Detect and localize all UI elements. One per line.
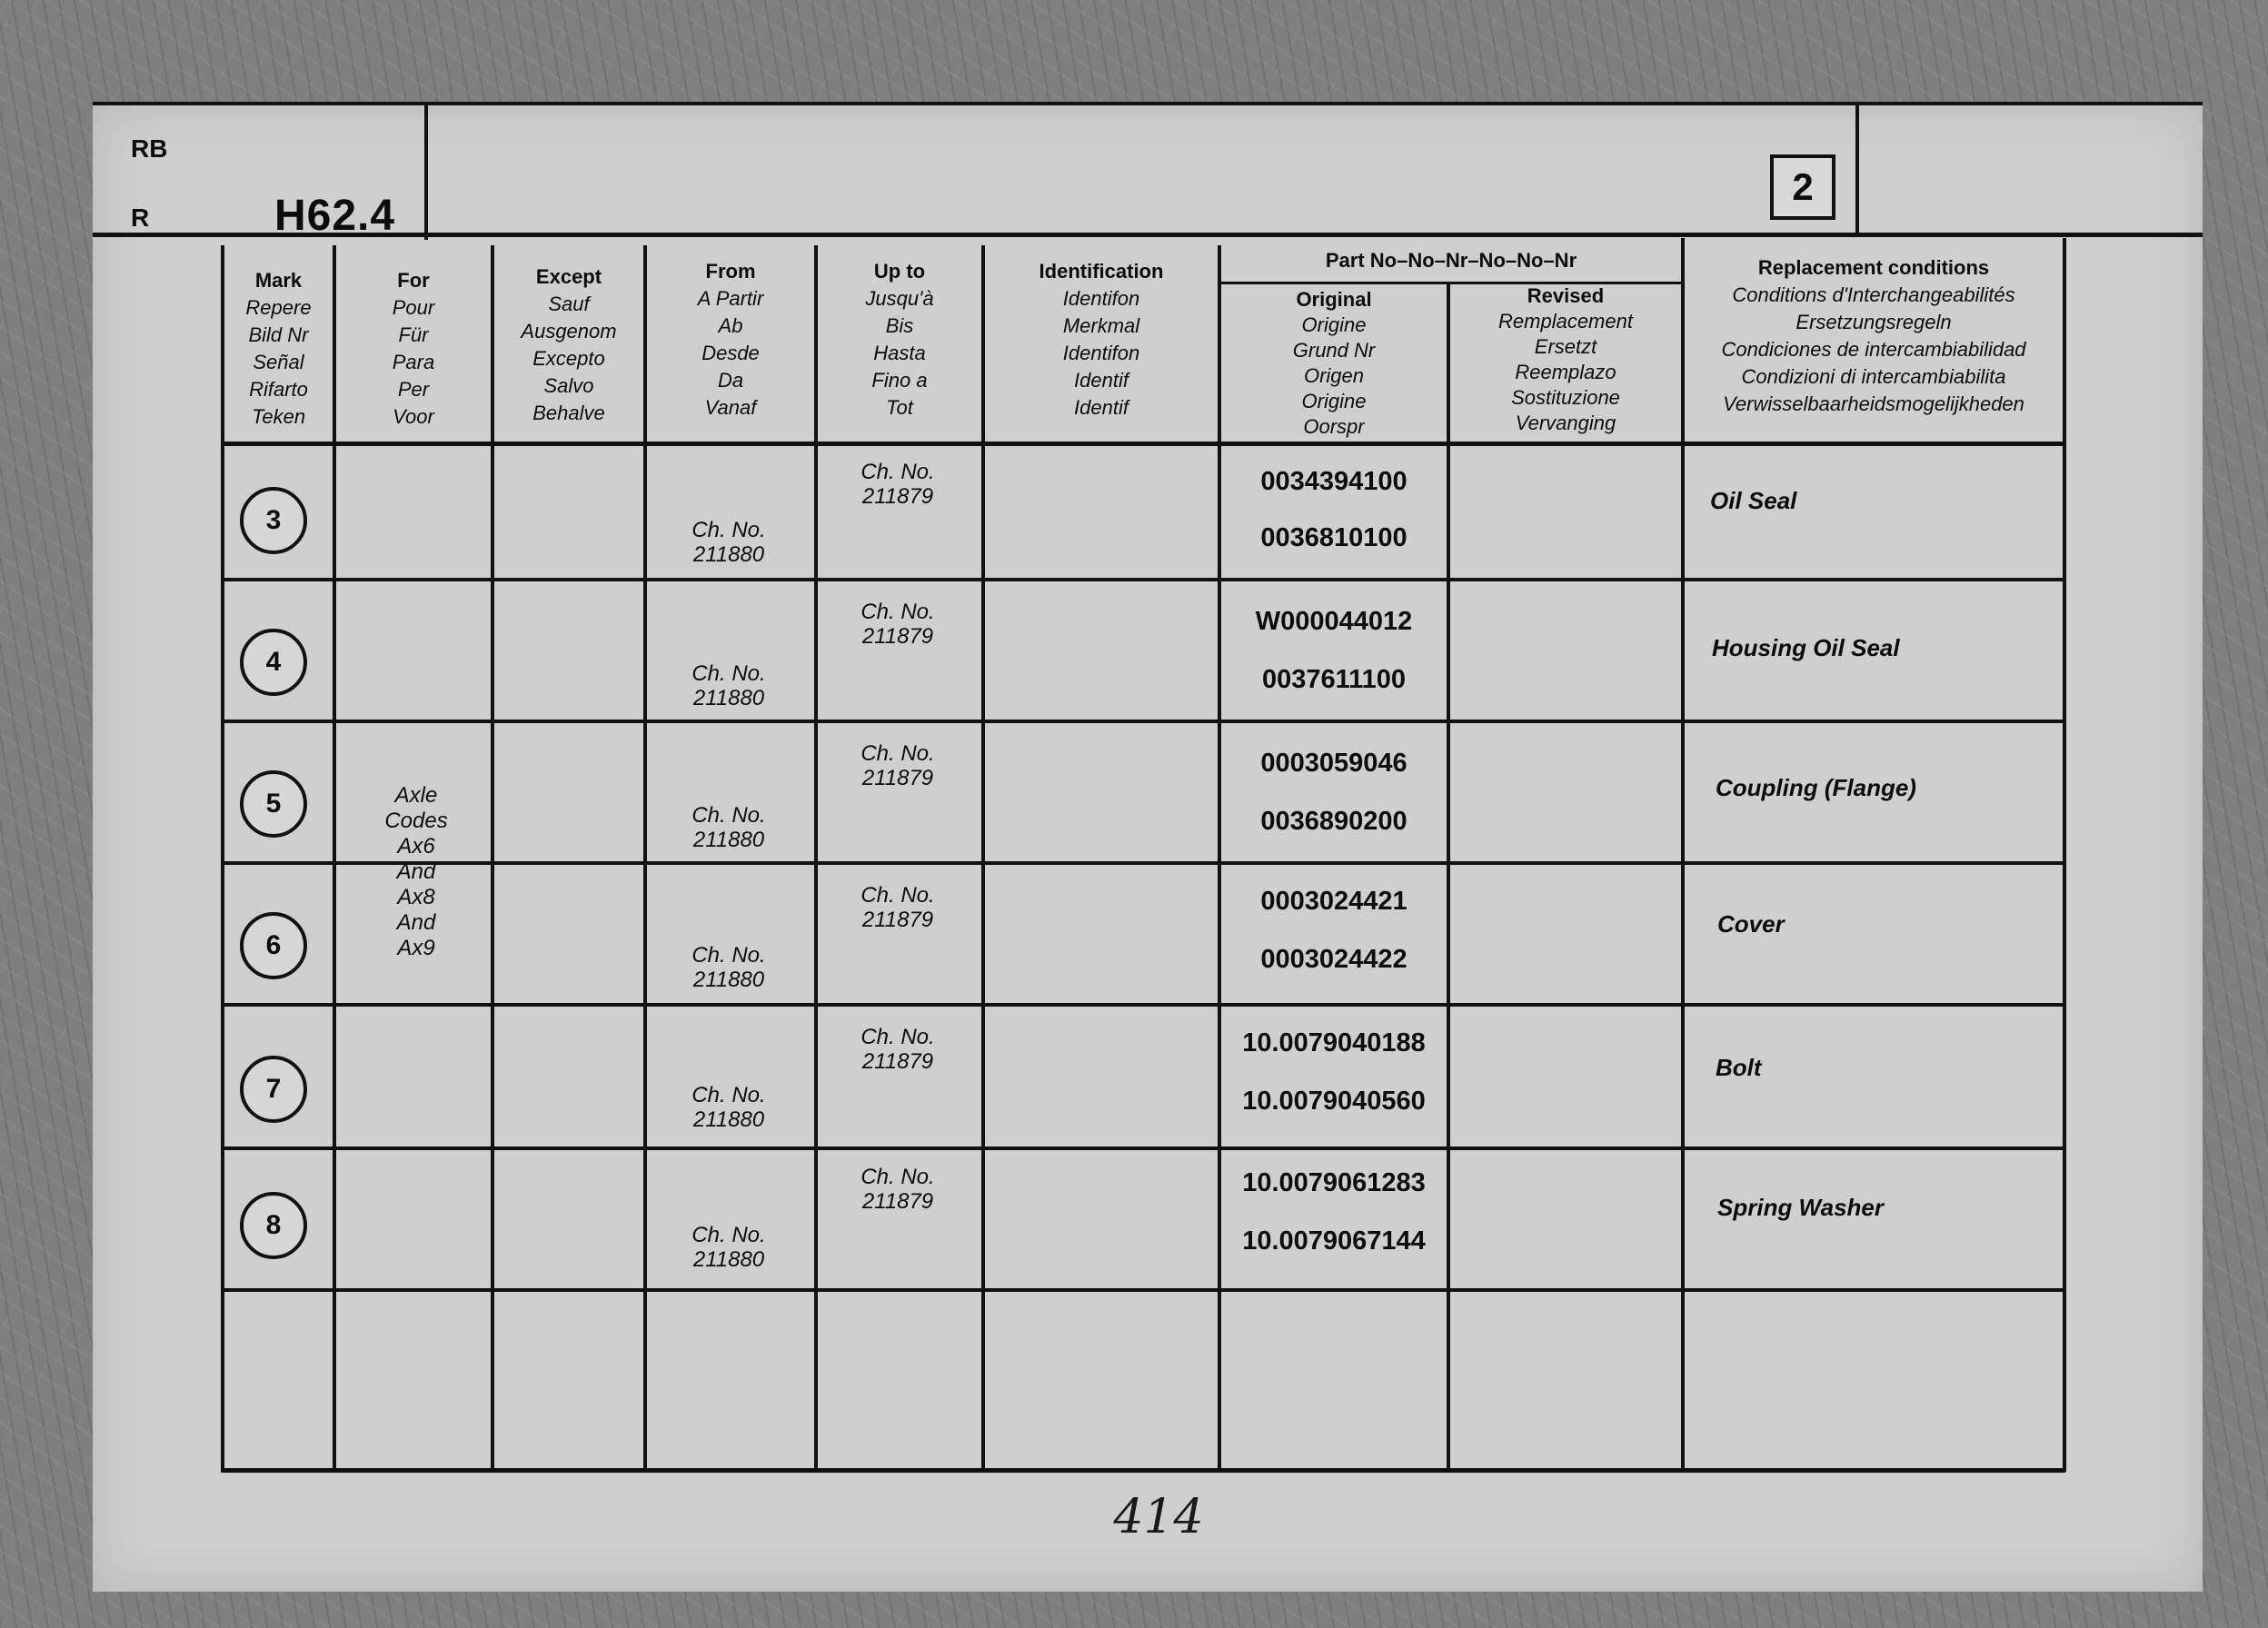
original-part-number: 0036810100 [1260,523,1408,552]
mark-badge: 3 [240,487,307,554]
replacement-condition: Oil Seal [1710,487,1797,514]
upto-label: Ch. No. [860,600,935,624]
header-except-de: Ausgenom [521,320,617,342]
row-rule-3 [221,861,2065,865]
header-from [647,258,814,422]
original-part-number: 0034394100 [1260,467,1408,496]
from-cell [661,1223,797,1272]
original-part-number: W000044012 [1255,607,1413,636]
from-label: Ch. No. [691,518,766,542]
original-part-number: 0037611100 [1261,665,1407,694]
upto-cell [830,741,966,790]
mark-badge: 7 [240,1056,307,1123]
header-ident-de: Merkmal [1062,314,1140,337]
header-original-es: Origen [1303,364,1365,387]
from-label: Ch. No. [691,661,766,686]
for-value-line: Ax8 [397,885,435,909]
r-label: R [131,204,150,232]
header-revised-es: Reemplazo [1515,361,1616,383]
header-mark-fr: Repere [245,296,312,319]
header-upto-nl: Tot [886,396,913,419]
header-revised-fr: Remplacement [1498,310,1633,333]
upto-label: Ch. No. [860,1165,935,1189]
title-bottom-rule [93,233,2203,237]
original-part-number: 0003059046 [1260,749,1408,778]
mark-badge: 6 [240,912,307,979]
replacement-condition: Cover [1717,910,1785,938]
header-for-nl: Voor [393,405,434,428]
header-from-fr: A Partir [697,287,764,310]
header-except-fr: Sauf [548,293,590,315]
section-code: H62.4 [274,192,396,240]
header-identification [985,258,1218,422]
header-except [494,263,643,427]
header-partno-group: Part No–No–Nr–No–No–Nr [1325,249,1577,272]
row-rule-1 [221,578,2065,581]
header-ident-es: Identifon [1062,342,1140,364]
from-cell [661,943,797,992]
header-original-nl: Oorspr [1303,415,1365,438]
for-value [362,783,471,961]
original-part-number: 10.0079040560 [1242,1087,1426,1116]
upto-value: 211879 [861,484,934,509]
for-value-line: Ax9 [397,936,435,960]
header-original-de: Grund Nr [1292,339,1376,362]
header-upto-en: Up to [873,260,926,283]
header-mark-en: Mark [254,269,303,292]
header-for [336,267,491,431]
header-upto [818,258,981,422]
header-ident-nl: Identif [1074,396,1129,419]
header-bottom-rule [221,442,2065,446]
header-original [1221,287,1447,440]
upto-label: Ch. No. [860,883,935,908]
upto-cell [830,1025,966,1074]
upto-label: Ch. No. [860,460,935,484]
page-number: 414 [1113,1490,1204,1544]
upto-label: Ch. No. [860,741,935,766]
upto-label: Ch. No. [860,1025,935,1049]
mark-badge: 4 [240,629,307,696]
from-value: 211880 [692,968,765,992]
for-value-line: Ax6 [397,834,435,859]
col-line-revised-right [1681,238,1685,1472]
header-revised [1450,283,1681,436]
from-cell [661,1083,797,1132]
header-except-it: Salvo [543,374,594,397]
from-value: 211880 [692,686,765,710]
from-cell [661,518,797,567]
from-label: Ch. No. [691,803,766,828]
header-mark-it: Rifarto [249,378,308,401]
header-upto-it: Fino a [871,369,928,392]
row-rule-6 [221,1288,2065,1292]
original-part-number: 10.0079061283 [1242,1168,1426,1197]
header-revised-de: Ersetzt [1534,335,1597,358]
header-from-it: Da [717,369,744,392]
header-except-nl: Behalve [532,402,605,424]
upto-cell [830,600,966,649]
header-for-fr: Pour [392,296,435,319]
header-from-es: Desde [701,342,760,364]
header-mark-es: Señal [253,351,304,373]
header-upto-fr: Jusqu'à [865,287,934,310]
replacement-condition: Coupling (Flange) [1716,774,1916,801]
mark-badge: 5 [240,770,307,838]
col-line-original-right [1447,283,1450,1472]
upto-value: 211879 [861,908,934,932]
from-value: 211880 [692,828,765,852]
header-revised-en: Revised [1527,284,1605,307]
from-cell [661,661,797,710]
header-mark [224,267,333,431]
header-ident-fr: Identifon [1062,287,1140,310]
upto-value: 211879 [861,766,934,790]
upto-value: 211879 [861,1189,934,1214]
header-from-de: Ab [718,314,743,337]
original-part-number: 0003024422 [1260,945,1408,974]
header-repl-en: Replacement conditions [1757,256,1990,279]
from-label: Ch. No. [691,1223,766,1247]
header-original-it: Origine [1301,390,1367,412]
from-label: Ch. No. [691,1083,766,1107]
for-value-line: Axle [394,783,438,808]
upto-cell [830,883,966,932]
from-value: 211880 [692,1107,765,1132]
header-mark-de: Bild Nr [248,323,309,346]
original-part-number: 10.0079040188 [1242,1028,1426,1057]
header-except-es: Excepto [532,347,605,370]
from-cell [661,803,797,852]
row-rule-2 [221,720,2065,723]
header-replacement [1685,254,2063,418]
row-rule-4 [221,1003,2065,1007]
upto-cell [830,1165,966,1214]
replacement-condition: Bolt [1716,1054,1762,1081]
header-repl-es: Condiciones de intercambiabilidad [1721,338,2026,361]
header-except-en: Except [535,265,602,288]
header-upto-es: Hasta [873,342,926,364]
header-original-en: Original [1296,288,1372,311]
table-bottom-rule [221,1468,2065,1473]
original-part-number: 10.0079067144 [1242,1226,1426,1256]
for-value-line: Codes [384,809,448,833]
header-repl-fr: Conditions d'Interchangeabilités [1732,283,2015,306]
header-for-it: Per [397,378,430,401]
title-divider [424,102,428,240]
header-revised-it: Sostituzione [1511,386,1620,409]
sheet-number-box: 2 [1770,154,1835,220]
from-label: Ch. No. [691,943,766,968]
rb-label: RB [131,134,168,163]
header-repl-de: Ersetzungsregeln [1796,311,1952,333]
original-part-number: 0003024421 [1260,887,1408,916]
header-for-en: For [397,269,430,292]
replacement-condition: Housing Oil Seal [1712,634,1900,661]
header-upto-de: Bis [885,314,914,337]
upto-value: 211879 [861,624,934,649]
header-for-de: Für [398,323,429,346]
from-value: 211880 [692,1247,765,1272]
mark-badge: 8 [240,1192,307,1259]
upto-value: 211879 [861,1049,934,1074]
header-ident-it: Identif [1074,369,1129,392]
replacement-condition: Spring Washer [1717,1194,1885,1221]
header-original-fr: Origine [1301,313,1367,336]
card-top-border [93,102,2203,105]
header-from-nl: Vanaf [704,396,757,419]
upto-cell [830,460,966,509]
sheet-divider [1855,102,1859,236]
header-for-es: Para [392,351,435,373]
header-revised-nl: Vervanging [1515,412,1616,434]
original-part-number: 0036890200 [1260,807,1408,836]
header-repl-nl: Verwisselbaarheidsmogelijkheden [1723,392,2024,415]
header-ident-en: Identification [1039,260,1164,283]
col-line-replacement-right [2063,238,2066,1472]
for-value-line: And [396,859,436,884]
for-value-line: And [396,910,436,935]
row-rule-5 [221,1147,2065,1150]
from-value: 211880 [692,542,765,567]
header-from-en: From [705,260,756,283]
header-repl-it: Condizioni di intercambiabilita [1741,365,2006,388]
header-mark-nl: Teken [251,405,306,428]
